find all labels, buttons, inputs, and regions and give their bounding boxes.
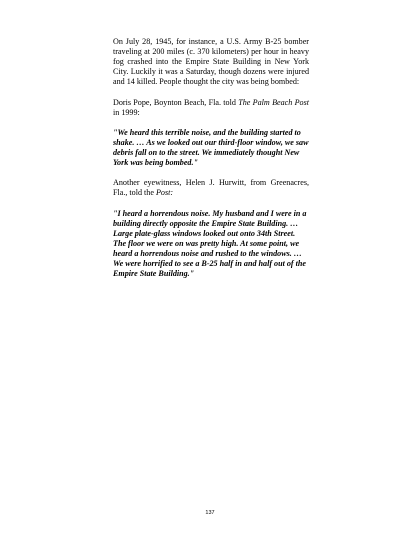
quote-helen-hurwitt: "I heard a horrendous noise. My husband and I were in a building directly opposite the Empire State Building. … Large plate-glass windows looked out onto 34th Street. The floor we were on was pretty high. At some point, we heard a horrendous noise and rushed to the windows. … We were horrified to see a B-25 half in and half out of the Empire State Building." — [113, 208, 307, 279]
helen-hurwitt-intro-text: Another eyewitness, Helen J. Hurwitt, from Greenacres, Fla., told the — [113, 178, 309, 198]
source-palm-beach-post: The Palm Beach Post — [238, 97, 309, 107]
page-number: 137 — [205, 510, 215, 516]
doris-pope-intro-tail: in 1999: — [113, 107, 140, 117]
text-column — [113, 37, 309, 289]
paragraph-crash-account: On July 28, 1945, for instance, a U.S. Army B-25 bomber traveling at 200 miles (c. 370 kilometers) per hour in heavy fog crashed into the Empire State Building in New York City. Luckily it was a Saturday, though dozens were injured and 14 killed. People thought the city was being bombed: — [113, 37, 309, 87]
doris-pope-intro-text: Doris Pope, Boynton Beach, Fla. told — [113, 97, 239, 107]
paragraph-helen-hurwitt-intro — [113, 178, 309, 198]
paragraph-doris-pope-intro — [113, 98, 309, 118]
source-post: Post: — [155, 188, 174, 198]
quote-doris-pope: "We heard this terrible noise, and the building started to shake. … As we looked out our third-floor window, we saw debris fall on to the street. We immediately thought New York was being bombed." — [113, 127, 309, 168]
